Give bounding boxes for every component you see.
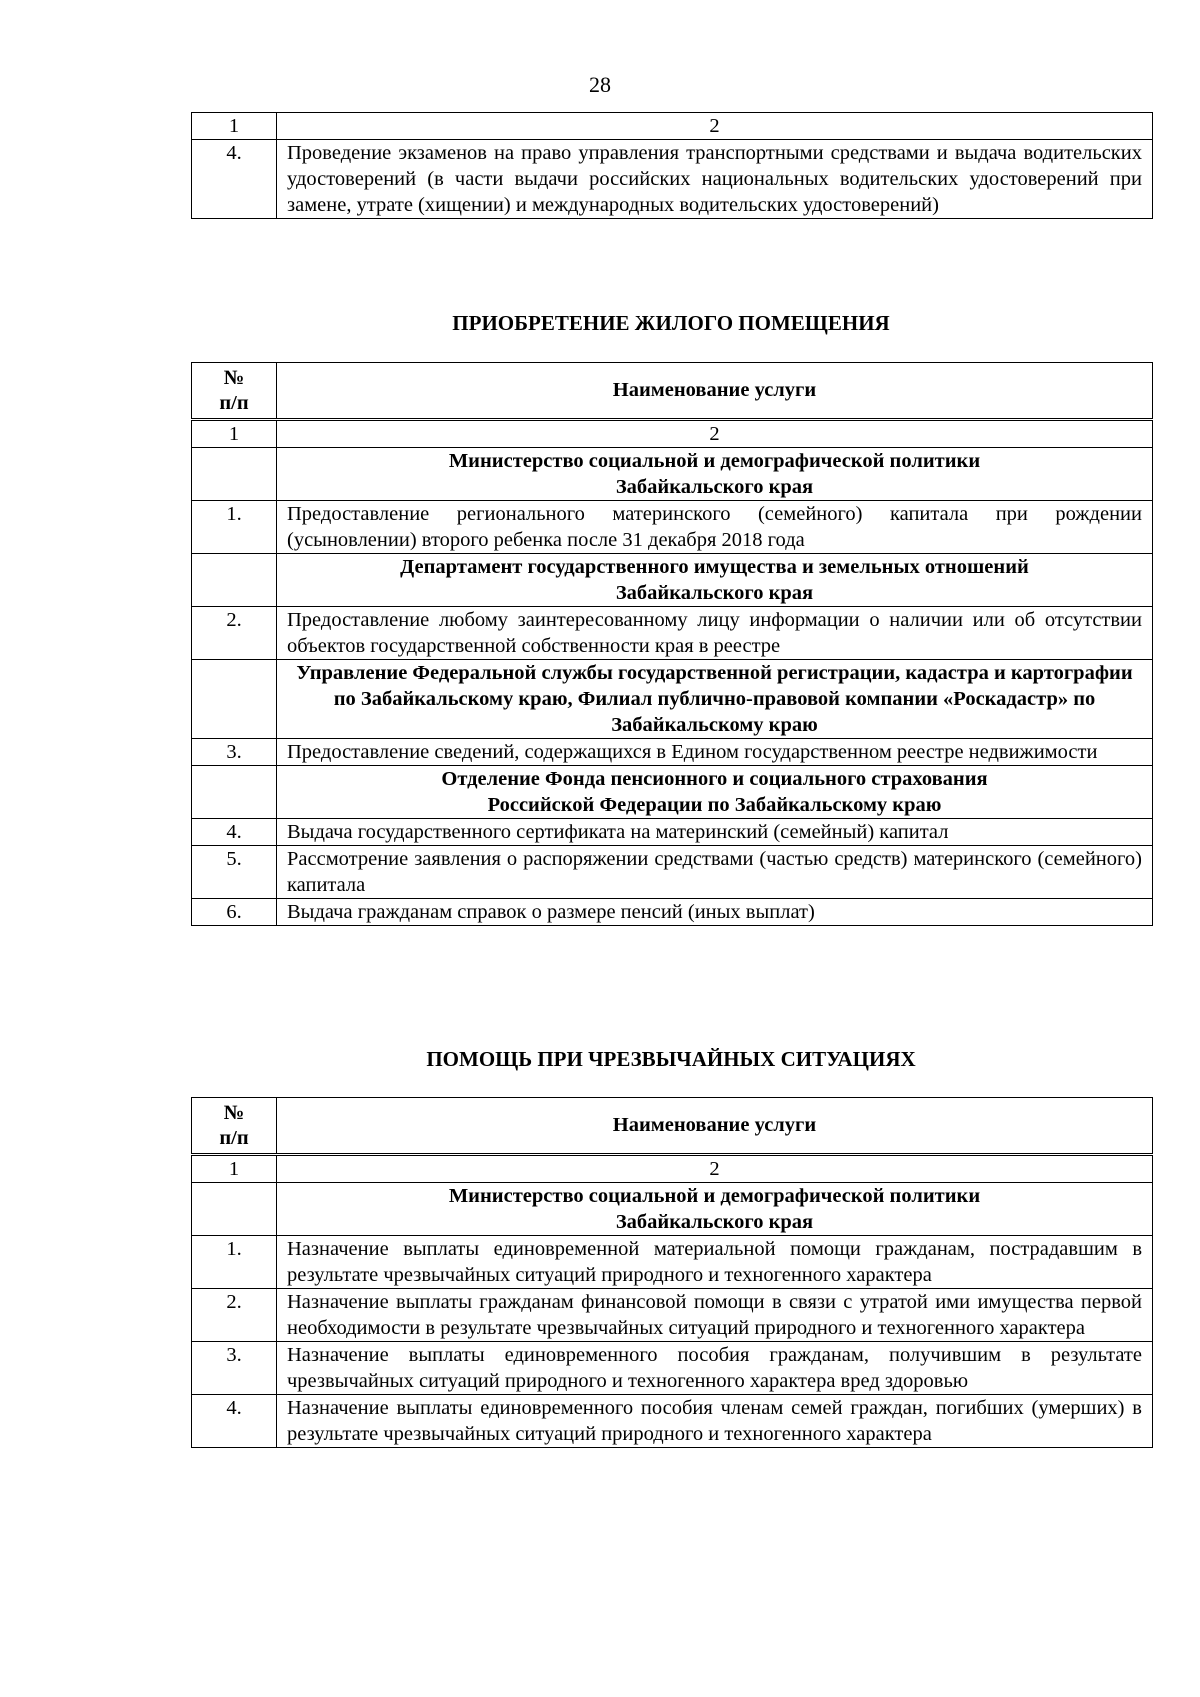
department-row <box>192 448 1153 501</box>
table-row <box>192 899 1153 926</box>
service-name: Назначение выплаты единовременного пособия гражданам, получившим в результате чрезвычайных ситуаций природного и техногенного характера вред здоровью <box>277 1342 1153 1395</box>
row-number: 4. <box>192 140 277 219</box>
continued-services-table <box>191 112 1153 219</box>
column-number-1: 1 <box>192 113 277 140</box>
section-title-housing: ПРИОБРЕТЕНИЕ ЖИЛОГО ПОМЕЩЕНИЯ <box>452 311 890 335</box>
table-row <box>192 739 1153 766</box>
row-number: 2. <box>192 1289 277 1342</box>
row-number: 4. <box>192 819 277 846</box>
column-number-2: 2 <box>277 113 1153 140</box>
department-name: Отделение Фонда пенсионного и социального страхования Российской Федерации по Забайкальскому краю <box>277 766 1153 819</box>
table-row <box>192 846 1153 899</box>
service-name: Назначение выплаты единовременного пособия членам семей граждан, погибших (умерших) в результате чрезвычайных ситуаций природного и техногенного характера <box>277 1395 1153 1448</box>
table-row <box>192 1342 1153 1395</box>
table-header-row <box>192 1098 1153 1155</box>
row-number: 1. <box>192 1236 277 1289</box>
header-number: № п/п <box>192 1098 277 1155</box>
housing-services-table <box>191 362 1153 926</box>
department-row <box>192 660 1153 739</box>
row-number: 1. <box>192 501 277 554</box>
department-name: Министерство социальной и демографической политики Забайкальского края <box>277 448 1153 501</box>
service-name: Назначение выплаты гражданам финансовой помощи в связи с утратой ими имущества первой необходимости в результате чрезвычайных ситуаций природного и техногенного характера <box>277 1289 1153 1342</box>
column-number-row <box>192 1155 1153 1183</box>
table-row <box>192 140 1153 219</box>
row-number: 3. <box>192 739 277 766</box>
header-number: № п/п <box>192 363 277 420</box>
table-row <box>192 1289 1153 1342</box>
service-name: Выдача государственного сертификата на материнский (семейный) капитал <box>277 819 1153 846</box>
department-name: Департамент государственного имущества и земельных отношений Забайкальского края <box>277 554 1153 607</box>
department-row <box>192 1183 1153 1236</box>
row-number: 3. <box>192 1342 277 1395</box>
page-number: 28 <box>589 72 611 97</box>
column-number-2: 2 <box>277 1155 1153 1183</box>
row-number: 5. <box>192 846 277 899</box>
table-row <box>192 1395 1153 1448</box>
table-row <box>192 501 1153 554</box>
department-row <box>192 766 1153 819</box>
column-number-1: 1 <box>192 1155 277 1183</box>
emergency-services-table <box>191 1097 1153 1448</box>
column-number-row <box>192 113 1153 140</box>
department-row <box>192 554 1153 607</box>
table-row <box>192 607 1153 660</box>
column-number-row <box>192 420 1153 448</box>
service-name: Рассмотрение заявления о распоряжении средствами (частью средств) материнского (семейного) капитала <box>277 846 1153 899</box>
row-number: 2. <box>192 607 277 660</box>
header-service-name: Наименование услуги <box>277 1098 1153 1155</box>
table-row <box>192 1236 1153 1289</box>
column-number-1: 1 <box>192 420 277 448</box>
service-name: Предоставление регионального материнского (семейного) капитала при рождении (усыновлении) второго ребенка после 31 декабря 2018 года <box>277 501 1153 554</box>
section-title-emergency: ПОМОЩЬ ПРИ ЧРЕЗВЫЧАЙНЫХ СИТУАЦИЯХ <box>426 1047 916 1071</box>
service-name: Проведение экзаменов на право управления транспортными средствами и выдача водительских удостоверений (в части выдачи российских национальных водительских удостоверений при замене, утрате (хищении) и международных водительских удостоверений) <box>277 140 1153 219</box>
table-header-row <box>192 363 1153 420</box>
service-name: Предоставление любому заинтересованному лицу информации о наличии или об отсутствии объектов государственной собственности края в реестре <box>277 607 1153 660</box>
service-name: Назначение выплаты единовременной материальной помощи гражданам, пострадавшим в результате чрезвычайных ситуаций природного и техногенного характера <box>277 1236 1153 1289</box>
service-name: Выдача гражданам справок о размере пенсий (иных выплат) <box>277 899 1153 926</box>
row-number: 4. <box>192 1395 277 1448</box>
row-number: 6. <box>192 899 277 926</box>
column-number-2: 2 <box>277 420 1153 448</box>
header-service-name: Наименование услуги <box>277 363 1153 420</box>
table-row <box>192 819 1153 846</box>
department-name: Управление Федеральной службы государственной регистрации, кадастра и картографии по Забайкальскому краю, Филиал публично-правовой компании «Роскадастр» по Забайкальскому краю <box>277 660 1153 739</box>
service-name: Предоставление сведений, содержащихся в Едином государственном реестре недвижимости <box>277 739 1153 766</box>
department-name: Министерство социальной и демографической политики Забайкальского края <box>277 1183 1153 1236</box>
